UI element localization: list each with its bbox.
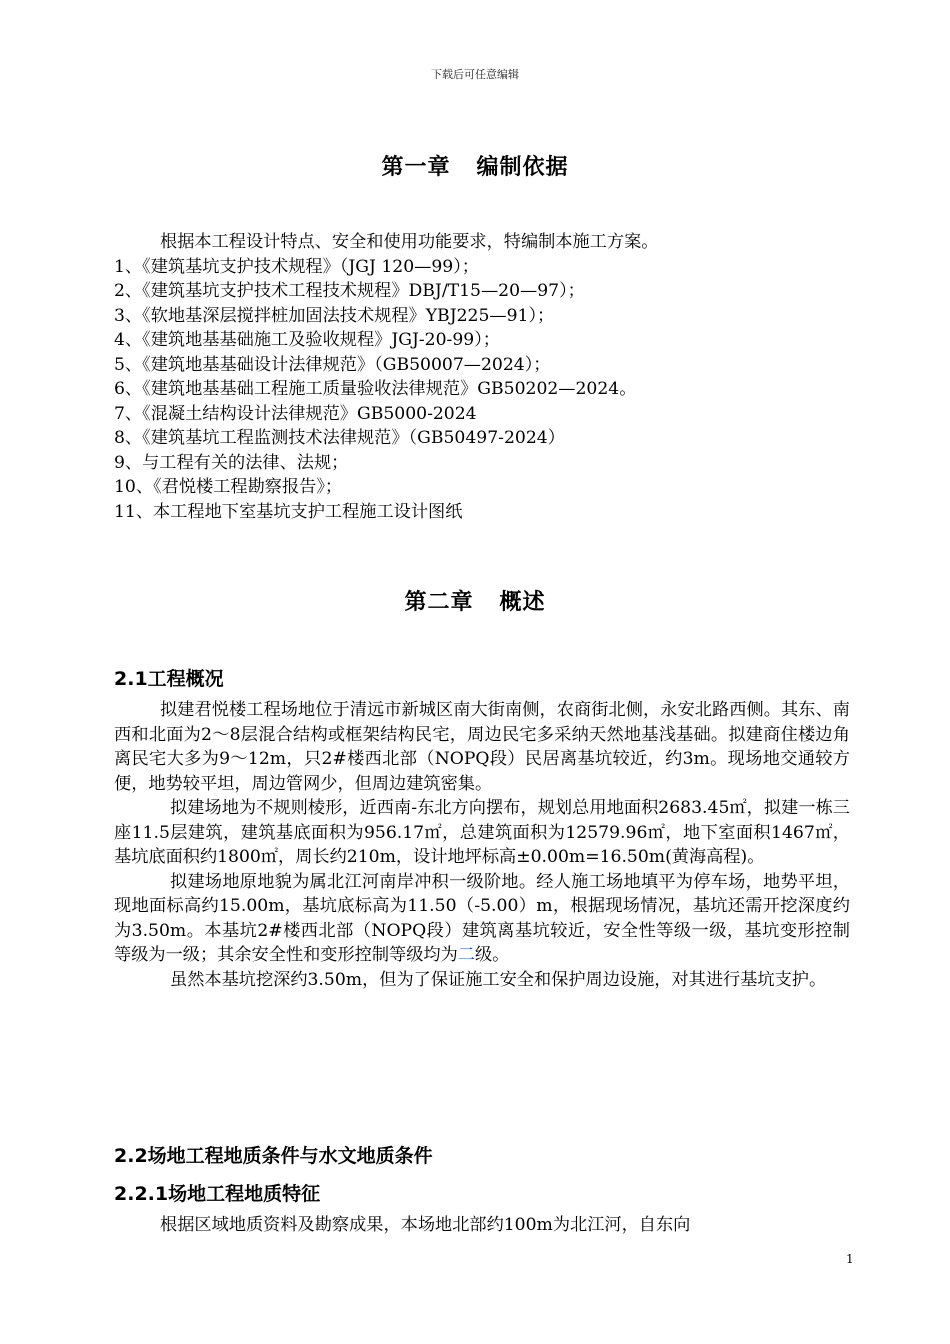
reference-item: 10、《君悦楼工程勘察报告》； [114, 477, 343, 497]
section-2-2-1-heading: 2.2.1场地工程地质特征 [114, 1183, 321, 1205]
reference-item: 4、《建筑地基基础施工及验收规程》JGJ-20-99）； [114, 330, 500, 350]
overview-paragraph-3-text: 拟建场地原地貌为属北江河南岸冲积一级阶地。经人施工场地填平为停车场，地势平坦，现地面标高约15.00m，基坑底标高为11.50（-5.00）m，根据现场情况，基坑还需开挖深度约为3.50m。本基坑2#楼西北部（NOPQ段）建筑离基坑较近，安全性等级一级，基坑变形控制等级为一级；其余安全性和变形控制等级均为 [114, 871, 850, 965]
section-2-2-1-body [114, 1213, 850, 1238]
reference-item: 5、《建筑地基基础设计法律规范》（GB50007—2024）； [114, 354, 551, 375]
chapter1-title [0, 150, 950, 181]
page-number: 1 [846, 1252, 854, 1266]
chapter2-title [0, 585, 950, 616]
reference-item: 1、《建筑基坑支护技术规程》（JGJ 120—99）； [114, 256, 479, 277]
overview-paragraph-2: 拟建场地为不规则棱形，近西南-东北方向摆布，规划总用地面积2683.45㎡，拟建一栋三座11.5层建筑，建筑基底面积为956.17㎡，总建筑面积为12579.96㎡，地下室面积1467㎡，基坑底面积约1800㎡，周长约210m，设计地坪标高±0.00m=16.50m(黄海高程)。 [114, 798, 850, 867]
reference-item: 11、本工程地下室基坑支护工程施工设计图纸 [114, 501, 463, 522]
geology-paragraph-1: 根据区域地质资料及勘察成果，本场地北部约100m为北江河，自东向 [160, 1215, 691, 1235]
chapter1-body [114, 230, 850, 524]
reference-item: 9、与工程有关的法律、法规； [114, 452, 349, 473]
header-note: 下载后可任意编辑 [431, 68, 519, 81]
overview-paragraph-4: 虽然本基坑挖深约3.50m，但为了保证施工安全和保护周边设施，对其进行基坑支护。 [170, 969, 827, 990]
highlighted-grade: 二 [457, 945, 475, 965]
reference-item: 8、《建筑基坑工程监测技术法律规范》（GB50497-2024） [114, 428, 565, 448]
chapter1-title-number: 第一章 [381, 155, 451, 180]
chapter1-title-text: 编制依据 [476, 155, 569, 180]
reference-item: 3、《软地基深层搅拌桩加固法技术规程》YBJ225—91）； [114, 305, 555, 326]
overview-paragraph-3-end: 级。 [474, 945, 510, 965]
chapter2-title-text: 概述 [499, 590, 546, 615]
overview-paragraph-1: 拟建君悦楼工程场地位于清远市新城区南大街南侧，农商街北侧，永安北路西侧。其东、南西和北面为2～8层混合结构或框架结构民宅，周边民宅多采纳天然地基浅基础。拟建商住楼边角离民宅大多为9～12m，只2#楼西北部（NOPQ段）民居离基坑较近，约3m。现场地交通较方便，地势较平坦，周边管网少，但周边建筑密集。 [114, 700, 850, 794]
section-2-1-body [114, 698, 850, 992]
reference-item: 6、《建筑地基基础工程施工质量验收法律规范》GB50202—2024。 [114, 379, 637, 399]
chapter1-intro: 根据本工程设计特点、安全和使用功能要求，特编制本施工方案。 [160, 232, 659, 252]
overview-paragraph-3 [114, 870, 850, 968]
reference-item: 7、《混凝土结构设计法律规范》GB5000-2024 [114, 403, 477, 424]
chapter2-title-number: 第二章 [404, 590, 474, 615]
section-2-1-heading: 2.1工程概况 [114, 668, 224, 690]
reference-item: 2、《建筑基坑支护技术工程技术规程》DBJ/T15—20—97）； [114, 281, 585, 301]
section-2-2-heading: 2.2场地工程地质条件与水文地质条件 [114, 1145, 433, 1167]
